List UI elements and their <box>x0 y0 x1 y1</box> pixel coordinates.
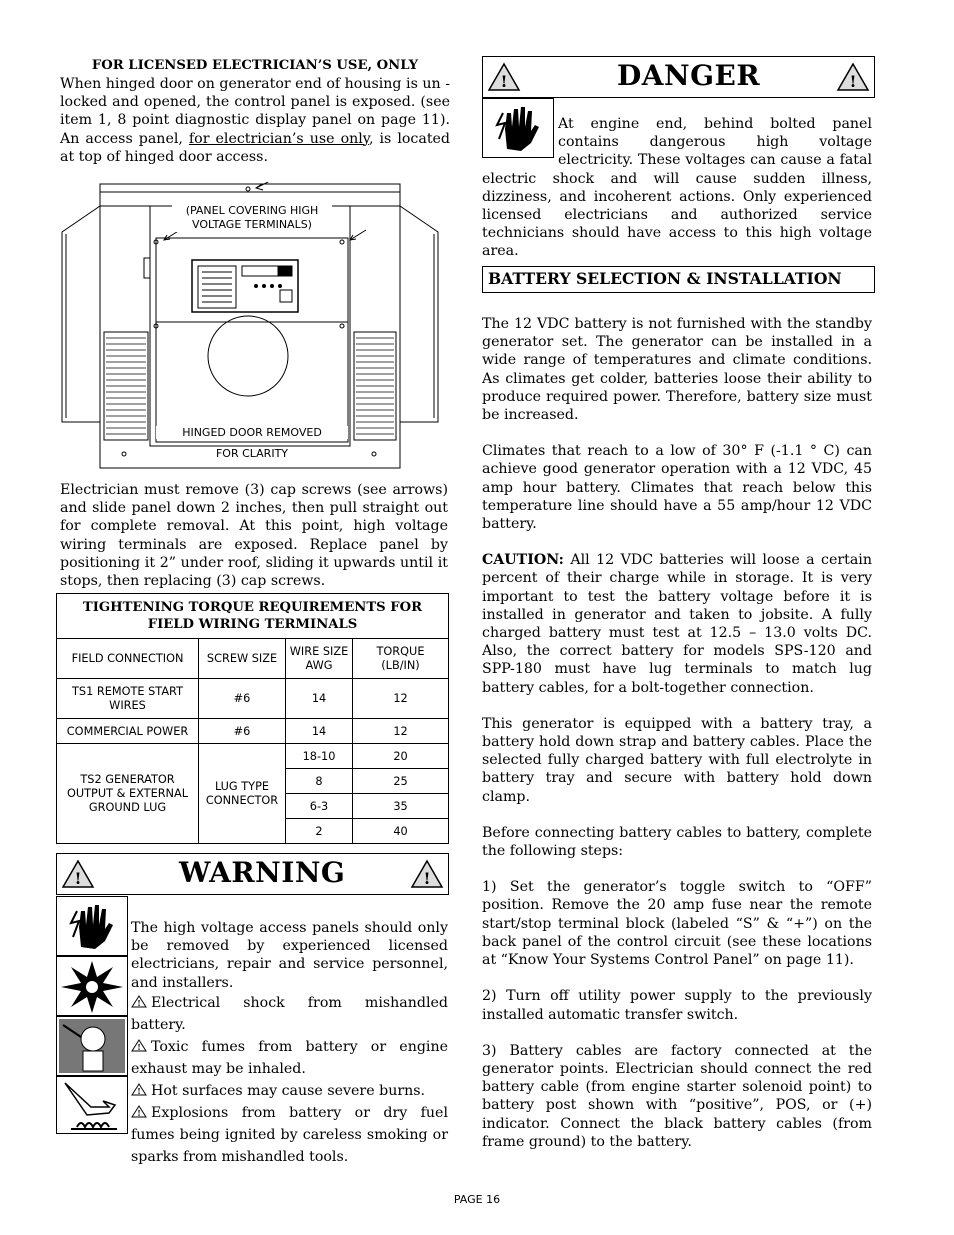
small-caution-icon <box>131 1039 147 1052</box>
battery-step-3: 3) Battery cables are factory connected at the generator points. Electrician should connect the red battery cable (from engine starter solenoid point) to battery post shown with “positive”, POS, or (+) indicator. Connect the black battery cables (from frame ground) to the battery. <box>482 1042 872 1150</box>
left-column <box>60 58 450 166</box>
battery-p5: Before connecting battery cables to battery, complete the following steps: <box>482 824 872 860</box>
warning-banner <box>56 853 449 895</box>
svg-text:!: ! <box>423 869 431 888</box>
explosion-icon <box>56 956 128 1016</box>
hot-surface-icon <box>56 1076 128 1134</box>
figure-label-door: HINGED DOOR REMOVED <box>156 426 348 439</box>
warning-title: WARNING <box>179 856 346 889</box>
warning-item-text: Explosions from battery or dry fuel fumes being ignited by careless smoking or sparks from mishandled tools. <box>131 1104 448 1165</box>
warning-item-hot <box>131 1080 448 1102</box>
header-field-connection: FIELD CONNECTION <box>57 639 199 679</box>
torque-table <box>56 593 449 844</box>
svg-text:!: ! <box>74 869 82 888</box>
caution-text: All 12 VDC batteries will loose a certain percent of their charge while in storage. It is very important to test the battery voltage before it is installed in generator and taken to jobsite. A fully charged battery must test at 12.5 – 13.0 volts DC. Also, the correct battery for models SPS-120 and SPP-180 must have lug terminals to match lug battery cables, for a bolt-together connection. <box>482 552 872 696</box>
warning-item-shock <box>131 992 448 1036</box>
danger-icon-spacer <box>482 115 558 161</box>
shock-hand-icon <box>56 896 128 956</box>
row-ts2-wire-4: 2 <box>286 819 353 844</box>
figure-label-panel: (PANEL COVERING HIGH VOLTAGE TERMINALS) <box>172 204 332 232</box>
toxic-fumes-icon <box>56 1016 128 1076</box>
battery-caution <box>482 551 872 697</box>
header-wire-size: WIRE SIZE AWG <box>286 639 353 679</box>
svg-text:!: ! <box>500 72 508 91</box>
row-commercial-connection: COMMERCIAL POWER <box>57 719 199 744</box>
danger-title: DANGER <box>617 59 761 92</box>
small-caution-icon <box>131 995 147 1008</box>
caution-triangle-icon <box>487 62 521 92</box>
caution-label: CAUTION: <box>482 552 564 569</box>
row-ts2-torque-3: 35 <box>353 794 449 819</box>
row-ts1-connection: TS1 REMOTE START WIRES <box>57 679 199 719</box>
row-ts1-screw: #6 <box>199 679 286 719</box>
row-ts2-torque-2: 25 <box>353 769 449 794</box>
battery-step-2: 2) Turn off utility power supply to the previously installed automatic transfer switch. <box>482 988 872 1023</box>
page-number: PAGE 16 <box>453 1193 501 1206</box>
warning-text <box>131 919 448 1168</box>
svg-text:!: ! <box>137 1107 141 1118</box>
danger-text: At engine end, behind bolted panel contains dangerous high voltage electricity. These voltages can cause a fatal electric shock and will cause sudden illness, dizziness, and incoherent actions. Only experienced licensed electricians and authorized service technicians should have access to this high voltage area. <box>482 116 872 260</box>
intro-text-end: , is located at top of hinged door access. <box>60 130 450 165</box>
small-caution-icon <box>131 1083 147 1096</box>
svg-text:!: ! <box>137 1041 141 1052</box>
row-ts1-torque: 12 <box>353 679 449 719</box>
row-ts2-torque-1: 20 <box>353 744 449 769</box>
danger-text-block <box>482 115 872 261</box>
row-commercial-torque: 12 <box>353 719 449 744</box>
intro-text: When hinged door on generator end of housing is un -locked and opened, the control panel is exposed. (see item 1, 8 point diagnostic display panel on page 11). An access panel, <box>60 76 450 147</box>
row-ts2-torque-4: 40 <box>353 819 449 844</box>
battery-text <box>482 315 872 1151</box>
header-torque: TORQUE (LB/IN) <box>353 639 449 679</box>
caution-triangle-icon <box>61 859 95 889</box>
torque-table-title: TIGHTENING TORQUE REQUIREMENTS FOR FIELD WIRING TERMINALS <box>57 594 449 639</box>
svg-text:!: ! <box>137 1085 141 1096</box>
warning-intro: The high voltage access panels should only be removed by experienced licensed electricians, repair and service personnel, and installers. <box>131 920 448 991</box>
battery-p4: This generator is equipped with a battery tray, a battery hold down strap and battery cables. Place the selected fully charged battery with full electrolyte in battery tray and secure with battery hold down clamp. <box>482 715 872 805</box>
warning-item-text: Hot surfaces may cause severe burns. <box>151 1082 426 1099</box>
warning-item-fumes <box>131 1036 448 1080</box>
caution-triangle-icon <box>410 859 444 889</box>
warning-item-text: Toxic fumes from battery or engine exhaust may be inhaled. <box>131 1038 448 1077</box>
electrician-heading: FOR LICENSED ELECTRICIAN’S USE, ONLY <box>91 58 419 73</box>
row-ts1-wire: 14 <box>286 679 353 719</box>
louver-lines <box>106 338 394 434</box>
row-ts2-wire-1: 18-10 <box>286 744 353 769</box>
battery-p2: Climates that reach to a low of 30° F (-1.1 ° C) can achieve good generator operation with a 12 VDC, 45 amp hour battery. Climates that reach below this temperature line should have a 55 amp/hour 12 VDC battery. <box>482 443 872 533</box>
intro-paragraph <box>60 75 450 166</box>
panel-removal-paragraph: Electrician must remove (3) cap screws (see arrows) and slide panel down 2 inches, then pull straight out for complete removal. At this point, high voltage wiring terminals are exposed. Replace panel by positioning it 2” under roof, sliding it upwards until it stops, then replacing (3) cap screws. <box>60 482 448 590</box>
battery-step-1: 1) Set the generator’s toggle switch to “OFF” position. Remove the 20 amp fuse near the remote start/stop terminal block (labeled “S” & “+”) on the back panel of the control circuit (see these locations at “Know Your Systems Control Panel” on page 11). <box>482 879 872 969</box>
row-commercial-wire: 14 <box>286 719 353 744</box>
row-ts2-screw: LUG TYPE CONNECTOR <box>199 744 286 844</box>
warning-item-explosion <box>131 1102 448 1168</box>
row-ts2-wire-3: 6-3 <box>286 794 353 819</box>
battery-section-heading: BATTERY SELECTION & INSTALLATION <box>482 266 875 293</box>
battery-p1: The 12 VDC battery is not furnished with the standby generator set. The generator can be installed in a wide range of temperatures and climate conditions. As climates get colder, batteries loose their ability to produce required power. Therefore, battery size must be increased. <box>482 316 872 424</box>
row-ts2-connection: TS2 GENERATOR OUTPUT & EXTERNAL GROUND LUG <box>57 744 199 844</box>
svg-text:!: ! <box>137 997 141 1008</box>
generator-figure <box>60 182 445 472</box>
header-screw-size: SCREW SIZE <box>199 639 286 679</box>
figure-label-clarity: FOR CLARITY <box>215 447 289 460</box>
row-commercial-screw: #6 <box>199 719 286 744</box>
warning-item-text: Electrical shock from mishandled battery. <box>131 994 448 1033</box>
svg-text:!: ! <box>849 72 857 91</box>
intro-underline: for electrician’s use only <box>188 130 369 147</box>
caution-triangle-icon <box>836 62 870 92</box>
danger-banner <box>482 56 875 98</box>
small-caution-icon <box>131 1105 147 1118</box>
row-ts2-wire-2: 8 <box>286 769 353 794</box>
